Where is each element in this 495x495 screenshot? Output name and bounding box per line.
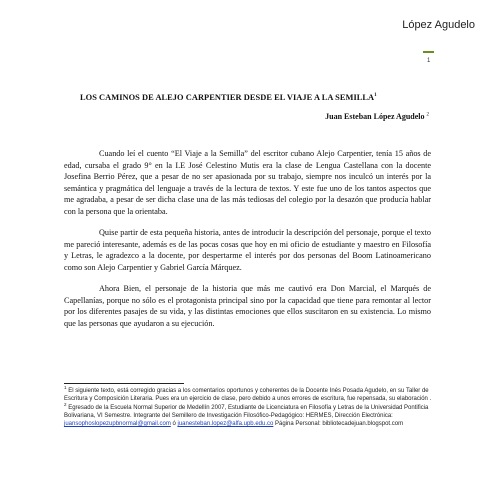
article-title-text: LOS CAMINOS DE ALEJO CARPENTIER DESDE EL VIAJE A LA SEMILLA — [80, 93, 375, 102]
author-name: Juan Esteban López Agudelo — [325, 112, 425, 121]
footnote-1-marker: 1 — [64, 385, 67, 390]
footnote-2-text: Egresado de la Escuela Normal Superior de Medellín 2007, Estudiante de Licenciatura en Filosofía y Letras de la Universidad Pontificia Bolivariana, VI Semestre. Integrante del Semillero de Investigación Filosófico-Pedagógico: HERMES, Dirección Electrónica: — [64, 405, 429, 419]
footnote-separator — [64, 383, 184, 384]
body-paragraph-2: Quise partir de esta pequeña historia, antes de introducir la descripción del personaje, porque el texto me pareció interesante, además es de las pocas cosas que hoy en mi oficio de estudiante y maestro en Filosofía y Letras, le agradezco a la docente, por despertarme el interés por dos personas del Boom Latinoamericano como son Alejo Carpentier y Gabriel García Márquez. — [64, 228, 431, 272]
body-paragraph-3: Ahora Bien, el personaje de la historia que más me cautivó era Don Marcial, el Marqués de Capellanías, porque no sólo es el protagonista principal sino por la capacidad que tiene para remontar al lector por los diferentes pasajes de su vida, y las distintas emociones que ellos suscitaron en su existencia. Lo mismo que las personas que ayudaron a su ejecución. — [64, 284, 431, 328]
article-body — [64, 148, 431, 339]
title-footnote-ref[interactable]: 1 — [374, 93, 377, 99]
article-author — [325, 112, 429, 121]
article-title — [80, 93, 430, 102]
footnote-2-or: ó — [170, 421, 178, 427]
email-link-upb[interactable]: juanesteban.lopez@alfa.upb.edu.co — [177, 421, 274, 427]
footnote-1-text: El siguiente texto, está corregido gracias a los comentarios oportunos y coherentes de la Docente Inés Posada Agudelo, en su Taller de Escritura y Composición Literaria. Pues era un ejercicio de clase, pero debido a unos errores de escritura, fue repensada, su elaboración . — [64, 388, 432, 402]
header-accent-bar — [423, 51, 434, 53]
running-head: López Agudelo — [402, 19, 475, 31]
page-number: 1 — [427, 58, 431, 64]
footnote-2-marker: 2 — [64, 402, 67, 407]
email-link-gmail[interactable]: juansophoslopezupbnormal@gmail.com — [64, 421, 171, 427]
footnote-1 — [64, 387, 434, 403]
author-footnote-ref[interactable]: 2 — [426, 112, 429, 118]
footnotes — [64, 387, 434, 429]
body-paragraph-1: Cuando leí el cuento “El Viaje a la Semilla” del escritor cubano Alejo Carpentier, tenía 15 años de edad, cursaba el grado 9° en la I.E José Celestino Mutis era la clase de Lengua Castellana con la docente Josefina Berrio Pérez, que a pesar de no ser apasionada por su trabajo, siempre nos inculcó un interés por la semántica y pragmática del lenguaje a través de la lectura de textos. Y este fue uno de los tantos aspectos que me agradaba, a pesar de ser dicha clase una de las más tediosas del colegio por la desazón que producía hablar con la persona que la orientaba. — [64, 149, 431, 216]
footnote-2-homepage: Página Personal: bibliotecadejuan.blogspot.com — [273, 421, 404, 427]
footnote-2 — [64, 404, 434, 428]
